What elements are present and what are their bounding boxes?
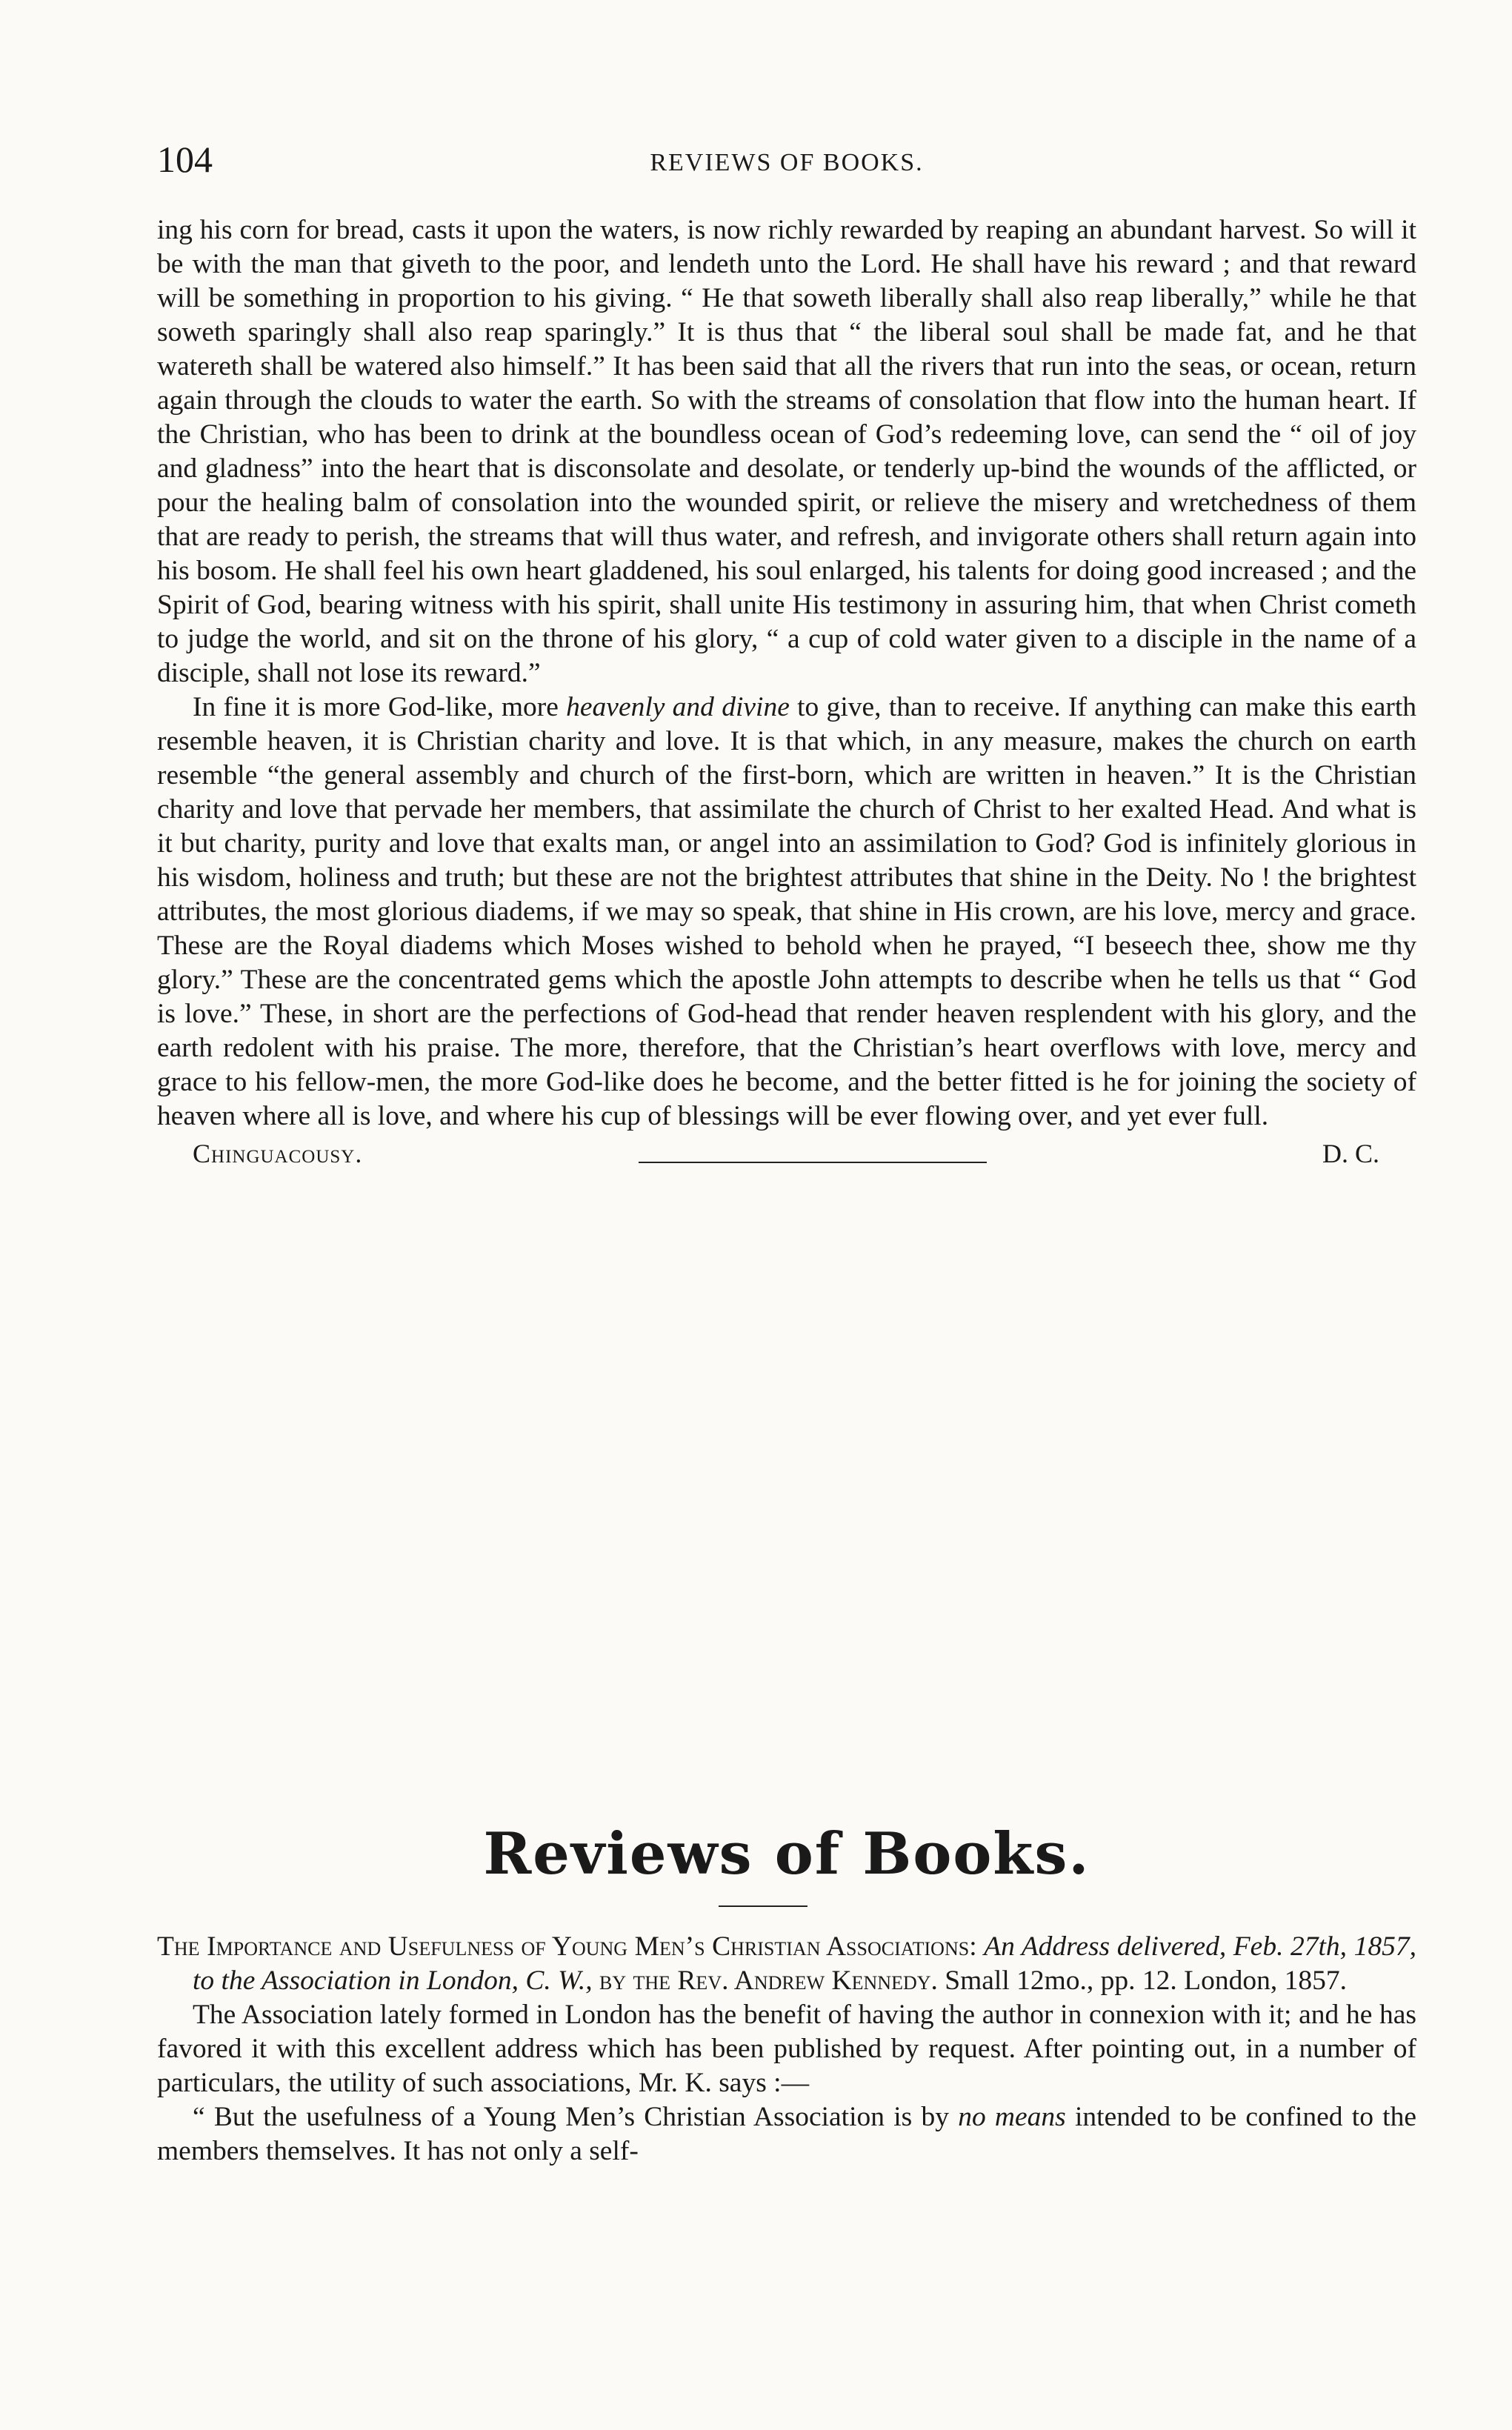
review-quote [157, 2100, 1416, 2168]
article-signature [157, 1135, 1416, 1172]
section-title: Reviews of Books. [483, 1820, 1090, 1888]
article-paragraph-1: ing his corn for bread, casts it upon the waters, is now richly rewarded by reaping an abundant harvest. So will it be with the man that giveth to the poor, and lendeth unto the Lord. He shall have his reward ; and that reward will be something in proportion to his giving. “ He that soweth liberally shall also reap liberally,” while he that soweth sparingly shall also reap sparingly.” It is thus that “ the liberal soul shall be made fat, and he that watereth shall be watered also himself.” It has been said that all the rivers that run into the seas, or ocean, return again through the clouds to water the earth. So with the streams of consolation that flow into the human heart. If the Christian, who has been to drink at the boundless ocean of God’s redeeming love, can send the “ oil of joy and gladness” into the heart that is disconsolate and desolate, or tenderly up-bind the wounds of the afflicted, or pour the healing balm of consolation into the wounded spirit, or relieve the misery and wretchedness of them that are ready to perish, the streams that will thus water, and refresh, and invigorate others shall return again into his bosom. He shall feel his own heart gladdened, his soul enlarged, his talents for doing good increased ; and the Spirit of God, bearing witness with his spirit, shall unite His testimony in assuring him, that when Christ cometh to judge the world, and sit on the throne of his glory, “ a cup of cold water given to a disciple in the name of a disciple, shall not lose its reward.” [157, 215, 1416, 688]
paragraph-2-text-end: to give, than to receive. If anything can make this earth resemble heaven, it is Christian charity and love. It is that which, in any measure, makes the church on earth resemble “the general assembly and church of the first-born, which are written in heaven.” It is the Christian charity and love that pervade her members, that assimilate the church of Christ to her exalted Head. And what is it but charity, purity and love that exalts man, or angel into an assimilation to God? God is infinitely glorious in his wisdom, holiness and truth; but these are not the brightest attributes that shine in the Deity. No ! the brightest attributes, the most glorious diadems, if we may so speak, that shine in His crown, are his love, mercy and grace. These are the Royal diadems which Moses wished to behold when he prayed, “I beseech thee, show me thy glory.” These are the concentrated gems which the apostle John attempts to describe when he tells us that “ God is love.” These, in short are the perfections of God-head that render heaven resplendent with his glory, and the earth redolent with his praise. The more, therefore, that the Christian’s heart overflows with love, mercy and grace to his fellow-men, the more God-like does he become, and the better fitted is he for joining the society of heaven where all is love, and where his cup of blessings will be ever flowing over, and yet ever full. [157, 692, 1417, 1131]
review-paragraph-1: The Association lately formed in London has the benefit of having the author in connexion with it; and he has favored it with this excellent address which has been published by request. After pointing out, in a number of particulars, the utility of such associations, Mr. K. says :— [157, 2000, 1416, 2098]
signature-initials: D. C. [1322, 1139, 1379, 1168]
book-subtitle: An Address delivered, Feb. 27th, 1857, to the Association in London, C. W., [193, 1931, 1416, 1996]
book-format: Small 12mo., pp. 12. London, 1857. [945, 1965, 1347, 1996]
signature-place: Chinguacousy. [193, 1139, 363, 1168]
quote-text-start: “ But the usefulness of a Young Men’s Christian Association is by [193, 2102, 959, 2132]
quote-text-end: intended to be confined to the members themselves. It has not only a self- [157, 2102, 1416, 2166]
signature-rule [639, 1162, 987, 1163]
article-paragraph-2 [157, 690, 1416, 1134]
section-rule [719, 1905, 807, 1907]
page-number: 104 [157, 139, 213, 180]
page-header [157, 137, 1416, 189]
running-head: REVIEWS OF BOOKS. [650, 149, 924, 176]
quote-italic: no means [958, 2102, 1066, 2132]
paragraph-2-italic: heavenly and divine [566, 692, 790, 722]
book-title: The Importance and Usefulness of Young Men’s Christian Associations: [157, 1931, 977, 1962]
paragraph-2-text-start: In fine it is more God-like, more [193, 692, 567, 722]
review-book-entry [157, 1930, 1416, 1998]
article-body [157, 213, 1416, 1172]
book-author: by the Rev. Andrew Kennedy. [599, 1965, 938, 1996]
review-body [157, 1930, 1416, 2168]
